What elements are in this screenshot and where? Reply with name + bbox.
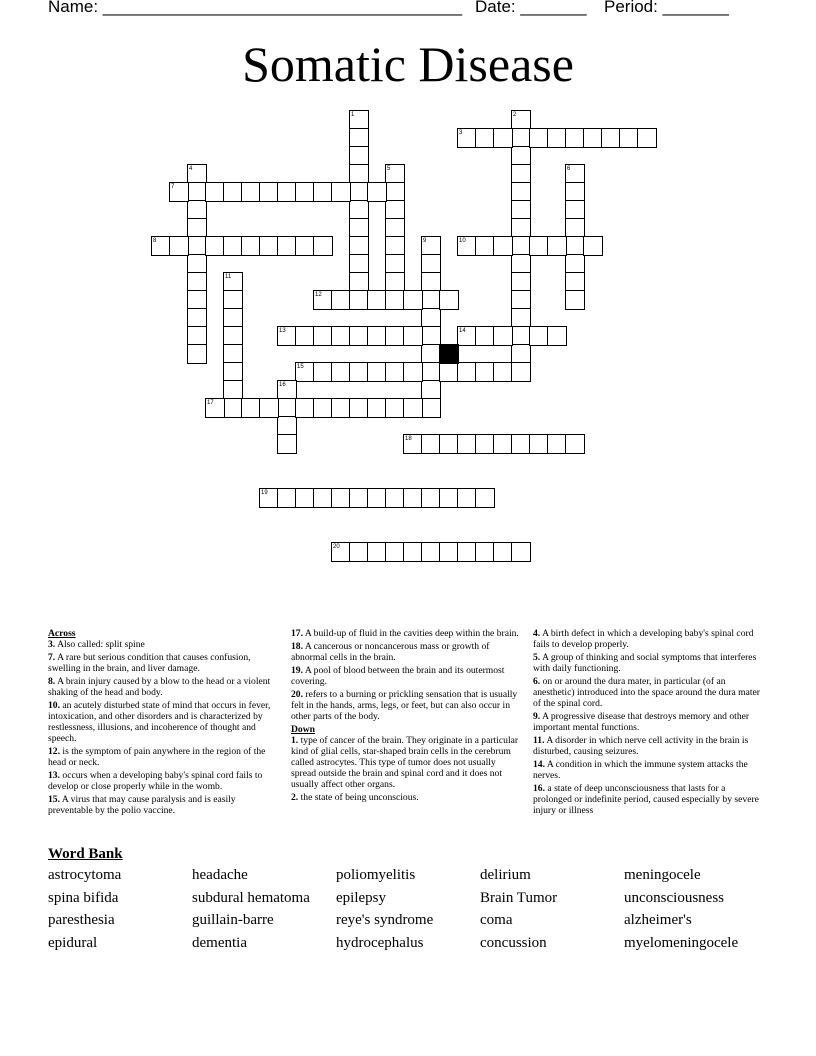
crossword-cell[interactable] [367,182,387,202]
clue-across-19: 19. A pool of blood between the brain and its outermost covering. [291,665,505,687]
word-bank-item: epilepsy [336,889,386,906]
cell-number: 5 [387,166,391,172]
word-bank-item: myelomeningocele [624,934,739,951]
crossword-cell[interactable] [403,488,423,508]
crossword-cell[interactable] [493,326,513,346]
crossword-cell[interactable] [457,236,477,256]
crossword-cell[interactable] [529,434,549,454]
crossword-cell[interactable] [349,290,369,310]
crossword-cell[interactable] [439,488,459,508]
crossword-cell[interactable] [457,542,477,562]
crossword-cell[interactable] [187,164,207,184]
down-heading: Down [291,724,315,735]
crossword-cell[interactable] [511,236,531,256]
crossword-cell[interactable] [457,434,477,454]
crossword-cell[interactable] [475,434,495,454]
crossword-cell[interactable] [421,380,441,400]
crossword-cell[interactable] [475,326,495,346]
crossword-cell[interactable] [583,128,603,148]
crossword-cell[interactable] [403,434,423,454]
crossword-cell[interactable] [421,290,441,310]
crossword-cell[interactable] [295,488,315,508]
crossword-cell[interactable] [313,362,333,382]
crossword-cell[interactable] [277,488,297,508]
crossword-cell[interactable] [529,128,549,148]
clue-across-3: 3. Also called: split spine [48,639,145,650]
crossword-cell[interactable] [223,344,243,364]
crossword-cell[interactable] [511,290,531,310]
clue-down-4: 4. A birth defect in which a developing baby's spinal cord fails to develop properly. [533,628,754,650]
word-bank-item: headache [192,867,248,883]
crossword-cell[interactable] [493,128,513,148]
crossword-cell[interactable] [367,398,387,418]
crossword-cell[interactable] [385,398,405,418]
clue-down-1: 1. type of cancer of the brain. They originate in a particular kind of glial cells, star-shaped brain cells in the cerebrum called astrocytes. This type of tumor does not usually spread outside the brain and spinal cord and it does not usually affect other organs. [291,735,519,790]
cell-number: 16 [279,382,286,388]
crossword-cell[interactable] [421,488,441,508]
crossword-cell[interactable] [385,542,405,562]
page-title: Somatic Disease [242,36,574,92]
crossword-cell[interactable] [223,362,243,382]
crossword-cell[interactable] [349,218,369,238]
crossword-cell[interactable] [349,182,369,202]
crossword-cell[interactable] [565,254,585,274]
crossword-cell[interactable] [421,344,441,364]
crossword-cell[interactable] [349,398,369,418]
crossword-cell[interactable] [259,488,279,508]
crossword-cell[interactable] [565,128,585,148]
clue-across-12: 12. is the symptom of pain anywhere in the region of the head or neck. [48,746,266,768]
crossword-cell[interactable] [205,398,225,418]
clue-across-7: 7. A rare but serious condition that causes confusion, swelling in the brain, and liver damage. [48,652,251,674]
cell-number: 7 [171,184,175,190]
crossword-cell[interactable] [205,182,225,202]
clues-column-3 [533,628,765,818]
crossword-cell[interactable] [349,542,369,562]
crossword-cell[interactable] [223,272,243,292]
clue-down-14: 14. A condition in which the immune system attacks the nerves. [533,759,748,781]
crossword-cell[interactable] [331,398,351,418]
cell-number: 1 [351,112,355,118]
clue-down-11: 11. A disorder in which nerve cell activity in the brain is disturbed, causing seizures. [533,735,749,757]
cell-number: 19 [261,490,268,496]
crossword-cell[interactable] [241,236,261,256]
crossword-cell[interactable] [511,326,531,346]
crossword-cell[interactable] [385,488,405,508]
crossword-cell[interactable] [565,290,585,310]
crossword-cell[interactable] [421,542,441,562]
crossword-cell[interactable] [601,128,621,148]
crossword-cell[interactable] [403,542,423,562]
crossword-cell[interactable] [529,326,549,346]
crossword-cell[interactable] [565,434,585,454]
crossword-cell[interactable] [385,290,405,310]
clue-across-13: 13. occurs when a developing baby's spinal cord fails to develop or close properly while in the womb. [48,770,263,792]
crossword-cell[interactable] [295,398,315,418]
cell-number: 12 [315,292,322,298]
crossword-cell[interactable] [187,200,207,220]
crossword-cell[interactable] [511,200,531,220]
crossword-cell[interactable] [223,380,243,400]
cell-number: 4 [189,166,193,172]
clue-down-6: 6. on or around the dura mater, in particular (of an anesthetic) introduced into the space around the dura mater of the spinal cord. [533,676,760,709]
crossword-cell[interactable] [511,434,531,454]
crossword-cell[interactable] [565,182,585,202]
crossword-cell[interactable] [511,164,531,184]
crossword-cell[interactable] [475,128,495,148]
crossword-cell[interactable] [331,290,351,310]
crossword-cell[interactable] [349,236,369,256]
crossword-cell[interactable] [349,326,369,346]
crossword-cell[interactable] [313,182,333,202]
crossword-cell[interactable] [565,218,585,238]
cell-number: 14 [459,328,466,334]
crossword-cell[interactable] [277,182,297,202]
crossword-cell[interactable] [349,362,369,382]
word-bank-item: subdural hematoma [192,889,310,906]
crossword-cell[interactable] [619,128,639,148]
crossword-cell[interactable] [349,272,369,292]
cell-number: 17 [207,400,214,406]
crossword-cell[interactable] [385,254,405,274]
word-bank-item: spina bifida [48,889,119,906]
crossword-cell[interactable] [241,182,261,202]
crossword-cell[interactable] [349,254,369,274]
crossword-cell[interactable] [277,416,297,436]
crossword-cell[interactable] [421,434,441,454]
crossword-cell[interactable] [493,236,513,256]
word-bank-item: epidural [48,934,98,951]
crossword-cell[interactable] [457,488,477,508]
crossword-cell[interactable] [187,344,207,364]
crossword-cell[interactable] [295,182,315,202]
cell-number: 20 [333,544,340,550]
crossword-cell[interactable] [277,398,297,418]
crossword-cell[interactable] [385,164,405,184]
crossword-cell[interactable] [331,182,351,202]
crossword-cell[interactable] [187,254,207,274]
crossword-cell[interactable] [367,326,387,346]
crossword-cell[interactable] [295,362,315,382]
word-bank-item: coma [480,912,513,928]
crossword-cell[interactable] [511,218,531,238]
crossword-cell[interactable] [187,236,207,256]
crossword-cell[interactable] [259,182,279,202]
clue-down-5: 5. A group of thinking and social symptoms that interferes with daily functioning. [533,652,757,674]
word-bank-item: alzheimer's [624,912,692,928]
crossword-cell[interactable] [295,236,315,256]
cell-number: 13 [279,328,286,334]
clues-column-1 [48,628,276,818]
across-heading: Across [48,628,76,639]
crossword-cell[interactable] [385,182,405,202]
clue-across-18: 18. A cancerous or noncancerous mass or growth of abnormal cells in the brain. [291,641,490,663]
crossword-cell[interactable] [493,542,513,562]
cell-number: 10 [459,238,466,244]
word-bank-item: poliomyelitis [336,867,416,883]
crossword-cell[interactable] [331,542,351,562]
crossword-cell[interactable] [511,344,531,364]
crossword-cell[interactable] [547,434,567,454]
crossword-cell[interactable] [223,236,243,256]
crossword-black-cell [439,344,459,364]
crossword-cell[interactable] [349,146,369,166]
crossword-cell[interactable] [187,182,207,202]
word-bank-item: paresthesia [48,912,115,928]
crossword-cell[interactable] [187,272,207,292]
crossword-cell[interactable] [313,326,333,346]
crossword-cell[interactable] [313,290,333,310]
clues-column-2 [291,628,519,805]
crossword-cell[interactable] [313,398,333,418]
crossword-cell[interactable] [223,326,243,346]
crossword-cell[interactable] [187,326,207,346]
clue-across-17: 17. A build-up of fluid in the cavities deep within the brain. [291,628,519,639]
crossword-cell[interactable] [439,362,459,382]
crossword-cell[interactable] [277,434,297,454]
word-bank-item: concussion [480,934,547,951]
period-field: Period: _______ [604,0,729,16]
crossword-cell[interactable] [151,236,171,256]
crossword-cell[interactable] [349,164,369,184]
crossword-cell[interactable] [259,398,279,418]
crossword-cell[interactable] [367,290,387,310]
crossword-cell[interactable] [385,272,405,292]
crossword-cell[interactable] [223,182,243,202]
cell-number: 2 [513,112,517,118]
crossword-cell[interactable] [385,362,405,382]
cell-number: 11 [225,274,232,280]
crossword-cell[interactable] [493,434,513,454]
crossword-cell[interactable] [439,290,459,310]
crossword-cell[interactable] [421,254,441,274]
crossword-cell[interactable] [565,236,585,256]
clue-across-15: 15. A virus that may cause paralysis and is easily preventable by the polio vaccine. [48,794,236,816]
crossword-cell[interactable] [511,308,531,328]
crossword-cell[interactable] [421,326,441,346]
crossword-cell[interactable] [187,290,207,310]
crossword-cell[interactable] [403,398,423,418]
crossword-cell[interactable] [385,236,405,256]
crossword-cell[interactable] [169,182,189,202]
crossword-cell[interactable] [277,380,297,400]
crossword-cell[interactable] [385,200,405,220]
crossword-cell[interactable] [547,326,567,346]
word-bank-item: Brain Tumor [480,889,558,906]
crossword-cell[interactable] [349,128,369,148]
cell-number: 6 [567,166,571,172]
crossword-cell[interactable] [421,272,441,292]
cell-number: 9 [423,238,427,244]
crossword-cell[interactable] [277,326,297,346]
word-bank-item: guillain-barre [192,912,274,928]
crossword-cell[interactable] [169,236,189,256]
clue-across-10: 10. an acutely disturbed state of mind that occurs in fever, intoxication, and other disorders and is characterized by restlessness, illusions, and incoherence of thought and speech. [48,700,271,744]
cell-number: 18 [405,436,412,442]
crossword-cell[interactable] [439,434,459,454]
crossword-cell[interactable] [565,164,585,184]
word-bank-title: Word Bank [48,846,123,862]
crossword-cell[interactable] [475,236,495,256]
crossword-cell[interactable] [511,182,531,202]
crossword-cell[interactable] [331,488,351,508]
crossword-cell[interactable] [421,308,441,328]
crossword-cell[interactable] [511,362,531,382]
crossword-cell[interactable] [511,272,531,292]
crossword-cell[interactable] [475,488,495,508]
crossword-cell[interactable] [565,272,585,292]
crossword-cell[interactable] [511,128,531,148]
crossword-cell[interactable] [475,362,495,382]
crossword-cell[interactable] [403,362,423,382]
crossword-cell[interactable] [457,362,477,382]
word-bank-item: reye's syndrome [336,912,434,928]
crossword-cell[interactable] [403,290,423,310]
clue-down-9: 9. A progressive disease that destroys memory and other important mental functions. [533,711,750,733]
crossword-cell[interactable] [223,398,243,418]
crossword-cell[interactable] [313,488,333,508]
crossword-cell[interactable] [385,218,405,238]
clue-down-2: 2. the state of being unconscious. [291,792,419,803]
crossword-cell[interactable] [331,362,351,382]
crossword-cell[interactable] [187,308,207,328]
crossword-cell[interactable] [241,398,261,418]
word-bank-item: meningocele [624,867,701,883]
crossword-cell[interactable] [439,542,459,562]
crossword-cell[interactable] [403,326,423,346]
cell-number: 3 [459,130,463,136]
clue-down-16: 16. a state of deep unconsciousness that lasts for a prolonged or indefinite period, caused especially by severe injury or illness [533,783,759,816]
crossword-cell[interactable] [421,362,441,382]
crossword-cell[interactable] [637,128,657,148]
crossword-cell[interactable] [205,236,225,256]
crossword-cell[interactable] [475,542,495,562]
crossword-cell[interactable] [349,488,369,508]
word-bank-item: hydrocephalus [336,934,424,951]
crossword-cell[interactable] [223,308,243,328]
crossword-cell[interactable] [547,236,567,256]
crossword-cell[interactable] [547,128,567,148]
crossword-cell[interactable] [223,290,243,310]
crossword-cell[interactable] [385,326,405,346]
date-field: Date: _______ [475,0,587,16]
cell-number: 8 [153,238,157,244]
crossword-cell[interactable] [277,236,297,256]
word-bank-item: delirium [480,867,531,883]
crossword-cell[interactable] [295,326,315,346]
crossword-cell[interactable] [511,110,531,130]
crossword-cell[interactable] [421,236,441,256]
clue-across-8: 8. A brain injury caused by a blow to the head or a violent shaking of the head and body. [48,676,271,698]
crossword-cell[interactable] [313,236,333,256]
crossword-cell[interactable] [421,398,441,418]
word-bank-item: astrocytoma [48,867,122,883]
crossword-cell[interactable] [259,236,279,256]
crossword-cell[interactable] [367,488,387,508]
crossword-cell[interactable] [511,254,531,274]
crossword-cell[interactable] [511,542,531,562]
crossword-cell[interactable] [457,326,477,346]
word-bank-item: dementia [192,934,247,951]
crossword-cell[interactable] [367,542,387,562]
crossword-cell[interactable] [457,128,477,148]
crossword-cell[interactable] [493,362,513,382]
crossword-cell[interactable] [349,200,369,220]
crossword-cell[interactable] [529,236,549,256]
crossword-cell[interactable] [331,326,351,346]
crossword-cell[interactable] [565,200,585,220]
clue-across-20: 20. refers to a burning or prickling sensation that is usually felt in the hands, arms, legs, or feet, but can also occur in other parts of the body. [291,689,518,722]
crossword-cell[interactable] [583,236,603,256]
crossword-cell[interactable] [511,146,531,166]
cell-number: 15 [297,364,304,370]
word-bank-item: unconsciousness [624,889,724,906]
crossword-cell[interactable] [349,110,369,130]
name-field: Name: ______________________________________ [48,0,463,16]
crossword-cell[interactable] [187,218,207,238]
crossword-cell[interactable] [367,362,387,382]
word-bank [48,867,778,957]
